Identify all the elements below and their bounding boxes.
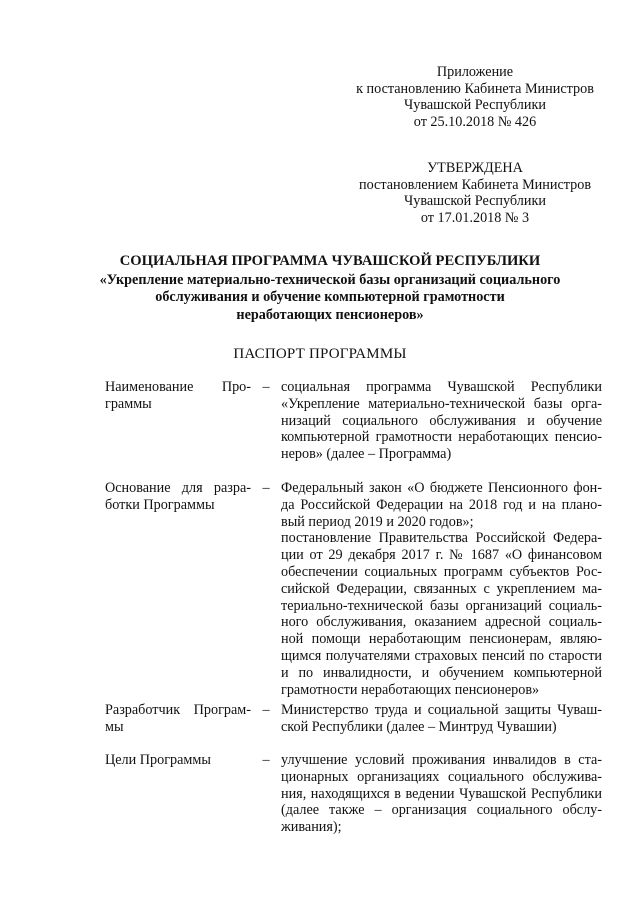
row-value-line: Федеральный закон «О бюджете Пенсионного фон- [281, 480, 602, 496]
appendix-line: Чувашской Республики [404, 97, 546, 113]
row-dash: – [262, 480, 270, 496]
row-value-line: неров» (далее – Программа) [281, 446, 452, 463]
row-label [105, 480, 251, 514]
row-dash: – [262, 379, 270, 395]
row-value-line: щимся получателями страховых пенсий по старости [281, 647, 602, 664]
row-value-line: (далее также – организация социального обслу- [281, 802, 602, 819]
row-label-line: граммы [105, 395, 152, 412]
appendix-line: Приложение [436, 64, 514, 80]
row-value-line: ционарных организациях социального обслужива- [281, 768, 602, 785]
row-label-line: Разработчик Програм- [105, 702, 251, 718]
row-value-line: обеспечении социальных программ субъектов Рос- [281, 563, 602, 580]
row-dash: – [262, 752, 270, 768]
row-value-line: сийской Федерации, связанных с укреплением ма- [281, 580, 602, 597]
row-value-line: Министерство труда и социальной защиты Чуваш- [281, 702, 602, 718]
row-value-line: грамотности неработающих пенсионеров» [281, 681, 540, 698]
approval-line: Чувашской Республики [404, 193, 546, 209]
row-value [281, 752, 602, 836]
appendix-line: к постановлению Кабинета Министров [356, 80, 594, 97]
row-value-line: да Российской Федерации на 2018 год и на плано- [281, 496, 602, 513]
appendix-line: от 25.10.2018 № 426 [413, 113, 537, 130]
row-value-line: ного обслуживания, оказанием адресной социаль- [281, 614, 602, 631]
passport-heading: ПАСПОРТ ПРОГРАММЫ [233, 346, 407, 362]
program-title-line: неработающих пенсионеров» [236, 306, 424, 323]
row-value-line: ской Республики (далее – Минтруд Чувашии) [281, 718, 557, 735]
row-value [281, 379, 602, 463]
program-title [80, 253, 580, 324]
row-label [105, 752, 251, 769]
row-value-line: постановление Правительства Российской Федера- [281, 530, 602, 547]
row-label [105, 379, 251, 413]
row-label-line: Основание для разра- [105, 480, 251, 496]
row-value-line: и по инвалидности, и обучением компьютерной [281, 664, 602, 681]
row-value-line: вый период 2019 и 2020 годов»; [281, 513, 474, 530]
approval-line: постановлением Кабинета Министров [358, 176, 592, 193]
row-value-line: ния, находящихся в ведении Чувашской Республики [281, 785, 602, 802]
approval-line: от 17.01.2018 № 3 [420, 209, 530, 226]
row-label-line: Цели Программы [105, 752, 211, 768]
row-value [281, 480, 602, 698]
row-label [105, 702, 251, 736]
row-value-line: социальная программа Чувашской Республики [281, 379, 602, 395]
row-dash: – [262, 702, 270, 718]
row-value-line: компьютерной грамотности неработающих пенсио- [281, 429, 602, 446]
row-value-line: ной помощи неработающим пенсионерам, являю- [281, 631, 602, 648]
approval-block [355, 160, 595, 226]
row-value-line: «Укрепление материально-технической базы орга- [281, 395, 602, 412]
program-title-line: обслуживания и обучение компьютерной грамотности [155, 289, 505, 305]
row-value-line: улучшение условий проживания инвалидов в ста- [281, 752, 602, 768]
approval-line: УТВЕРЖДЕНА [427, 160, 523, 176]
row-value-line: териально-технической базы организаций социаль- [281, 597, 602, 614]
program-title-main: СОЦИАЛЬНАЯ ПРОГРАММА ЧУВАШСКОЙ РЕСПУБЛИКИ [119, 253, 541, 269]
row-value-line: низаций социального обслуживания и обучение [281, 412, 602, 429]
program-title-line: «Укрепление материально-технической базы организаций социального [99, 271, 561, 288]
row-label-line: ботки Программы [105, 496, 215, 513]
appendix-block [355, 64, 595, 130]
row-value [281, 702, 602, 736]
row-label-line: мы [105, 718, 124, 735]
row-value-line: ции от 29 декабря 2017 г. № 1687 «О финансовом [281, 547, 602, 564]
row-label-line: Наименование Про- [105, 379, 251, 395]
row-value-line: живания); [281, 819, 342, 836]
